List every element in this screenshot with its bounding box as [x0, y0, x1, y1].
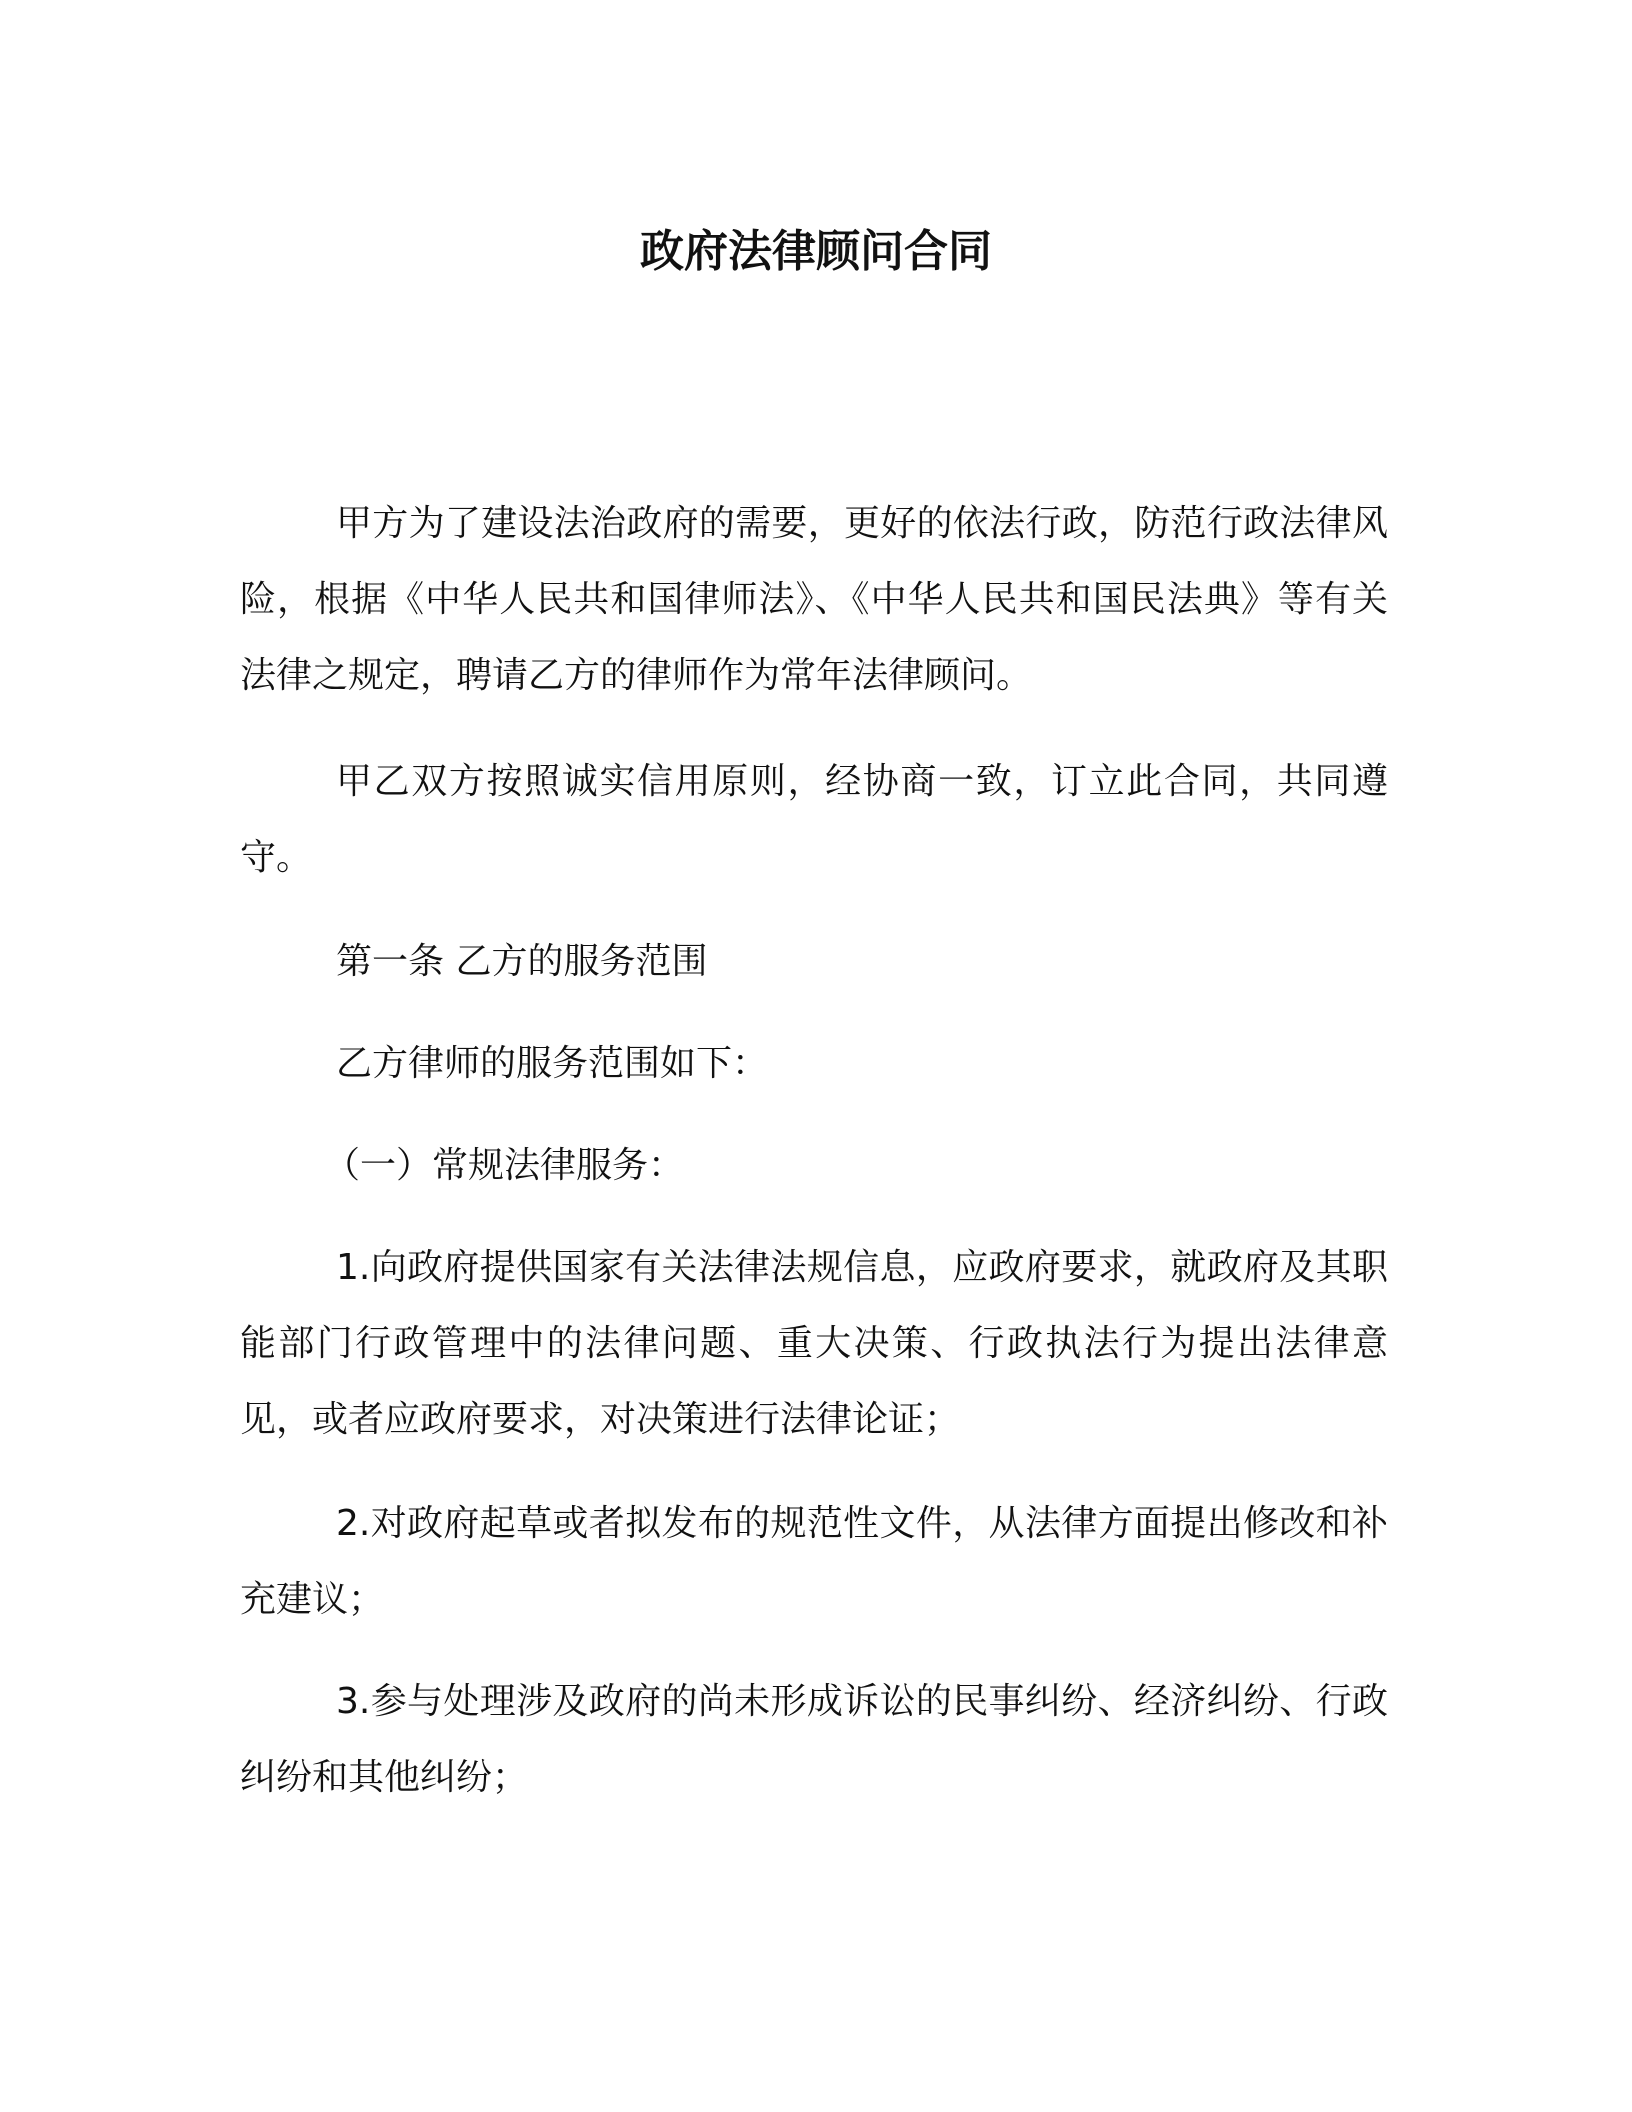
list-item-3: 3.参与处理涉及政府的尚未形成诉讼的民事纠纷、经济纠纷、行政纠纷和其他纠纷；	[240, 1681, 1388, 1798]
paragraph-preamble: 甲方为了建设法治政府的需要，更好的依法行政，防范行政法律风险，根据《中华人民共和国律师法》、《中华人民共和国民法典》等有关法律之规定，聘请乙方的律师作为常年法律顾问。	[240, 503, 1388, 696]
document-title: 政府法律顾问合同	[640, 226, 992, 277]
section-heading-routine-services: （一）常规法律服务：	[324, 1145, 685, 1186]
list-item-2: 2.对政府起草或者拟发布的规范性文件，从法律方面提出修改和补充建议；	[240, 1503, 1388, 1620]
paragraph-agreement: 甲乙双方按照诚实信用原则，经协商一致，订立此合同，共同遵守。	[240, 761, 1388, 878]
paragraph-scope-intro: 乙方律师的服务范围如下：	[336, 1043, 769, 1084]
article-heading: 第一条 乙方的服务范围	[336, 941, 708, 982]
list-item-1: 1.向政府提供国家有关法律法规信息，应政府要求，就政府及其职能部门行政管理中的法律问题、重大决策、行政执法行为提出法律意见，或者应政府要求，对决策进行法律论证；	[240, 1247, 1388, 1440]
